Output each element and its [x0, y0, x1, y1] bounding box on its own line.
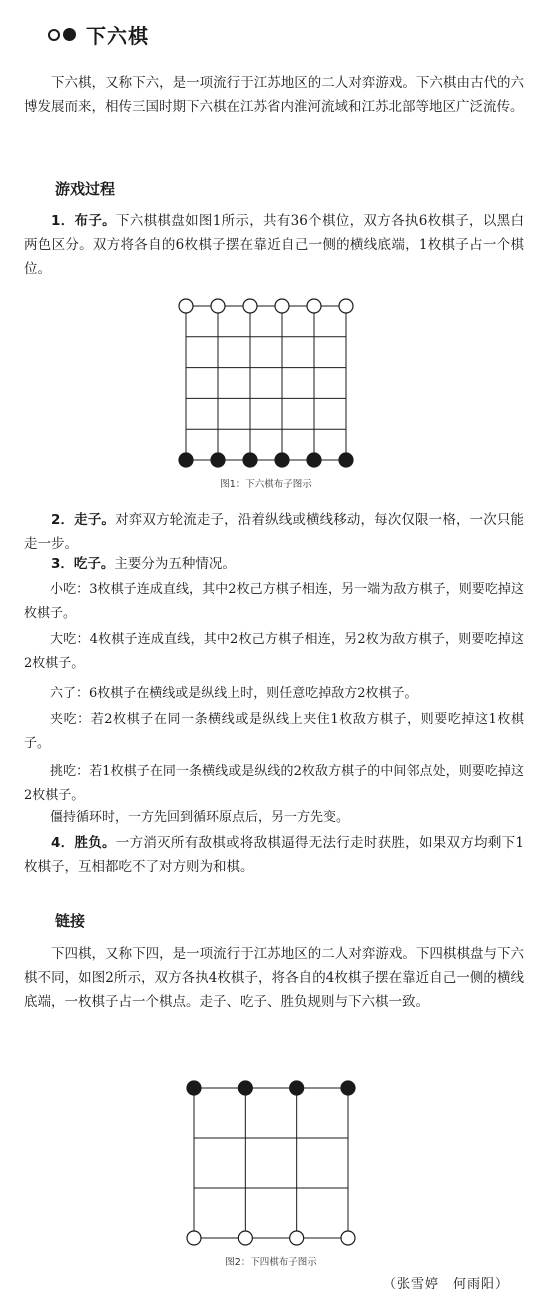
rule-2-paragraph: [24, 508, 524, 556]
black-piece-bottom: [275, 453, 289, 467]
board-figure-2: [184, 1078, 358, 1248]
rule-4-lead: 4．胜负。: [51, 835, 116, 851]
black-piece-bottom: [179, 453, 193, 467]
capture-small-paragraph: 小吃：3枚棋子连成直线，其中2枚己方棋子相连，另一端为敌方棋子，则要吃掉这枚棋子。: [24, 582, 524, 621]
rule-3-paragraph: [24, 552, 524, 576]
white-piece-top: [275, 299, 289, 313]
title-text: 下六棋: [86, 24, 149, 48]
intro-paragraph: 下六棋，又称下六，是一项流行于江苏地区的二人对弈游戏。下六棋由古代的六博发展而来，相传三国时期下六棋在江苏省内淮河流域和江苏北部等地区广泛流传。: [24, 75, 524, 115]
rule-3-text: 主要分为五种情况。: [114, 556, 236, 572]
capture-big-paragraph: 大吃：4枚棋子连成直线，其中2枚己方棋子相连，另2枚为敌方棋子，则要吃掉这2枚棋子。: [24, 632, 524, 671]
black-piece-bottom: [211, 453, 225, 467]
figure-1-caption: 图1：下六棋布子图示: [220, 479, 312, 490]
title-markers-icon: [48, 28, 76, 41]
capture-pick-paragraph: 挑吃：若1枚棋子在同一条横线或是纵线的2枚敌方棋子的中间邻点处，则要吃掉这2枚棋子。: [24, 764, 524, 803]
black-piece-top: [187, 1081, 201, 1095]
capture-six-paragraph: 六了：6枚棋子在横线或是纵线上时，则任意吃掉敌方2枚棋子。: [50, 686, 418, 701]
black-piece-bottom: [243, 453, 257, 467]
black-piece-top: [341, 1081, 355, 1095]
white-piece-bottom: [290, 1231, 304, 1245]
white-piece-top: [243, 299, 257, 313]
white-piece-top: [179, 299, 193, 313]
capture-clamp-paragraph: 夹吃：若2枚棋子在同一条横线或是纵线上夹住1枚敌方棋子，则要吃掉这1枚棋子。: [24, 712, 524, 751]
black-piece-bottom: [307, 453, 321, 467]
open-circle-icon: [48, 29, 60, 41]
rule-4-paragraph: [24, 831, 524, 879]
rule-2-lead: 2．走子。: [51, 512, 116, 528]
black-piece-top: [238, 1081, 252, 1095]
figure-2-caption: 图2：下四棋布子图示: [225, 1257, 317, 1268]
article-title: [48, 20, 149, 49]
section-heading-process: 游戏过程: [55, 180, 116, 198]
section-heading-link: 链接: [55, 912, 86, 930]
black-piece-top: [290, 1081, 304, 1095]
white-piece-top: [339, 299, 353, 313]
rule-3-lead: 3．吃子。: [51, 556, 115, 572]
rule-1-text: 下六棋棋盘如图1所示，共有36个棋位，双方各执6枚棋子，以黑白两色区分。双方将各自的6枚棋子摆在靠近自己一侧的横线底端，1枚棋子占一个棋位。: [24, 213, 524, 277]
board-figure-1: [176, 296, 356, 470]
white-piece-bottom: [238, 1231, 252, 1245]
link-paragraph: 下四棋，又称下四，是一项流行于江苏地区的二人对弈游戏。下四棋棋盘与下六棋不同，如图2所示，双方各执4枚棋子，将各自的4枚棋子摆在靠近自己一侧的横线底端，一枚棋子占一个棋点。走子、吃子、胜负规则与下六棋一致。: [24, 946, 524, 1010]
filled-circle-icon: [63, 28, 76, 41]
rule-1-lead: 1．布子。: [51, 213, 116, 229]
white-piece-bottom: [341, 1231, 355, 1245]
rule-4-text: 一方消灭所有敌棋或将敌棋逼得无法行走时获胜，如果双方均剩下1枚棋子，互相都吃不了对方则为和棋。: [24, 835, 524, 875]
stalemate-paragraph: 僵持循环时，一方先回到循环原点后，另一方先变。: [50, 810, 350, 825]
rule-1-paragraph: [24, 209, 524, 281]
author-byline: （张雪婷 何雨阳）: [382, 1277, 509, 1292]
rule-2-text: 对弈双方轮流走子，沿着纵线或横线移动，每次仅限一格，一次只能走一步。: [24, 512, 524, 552]
white-piece-top: [307, 299, 321, 313]
white-piece-bottom: [187, 1231, 201, 1245]
white-piece-top: [211, 299, 225, 313]
black-piece-bottom: [339, 453, 353, 467]
